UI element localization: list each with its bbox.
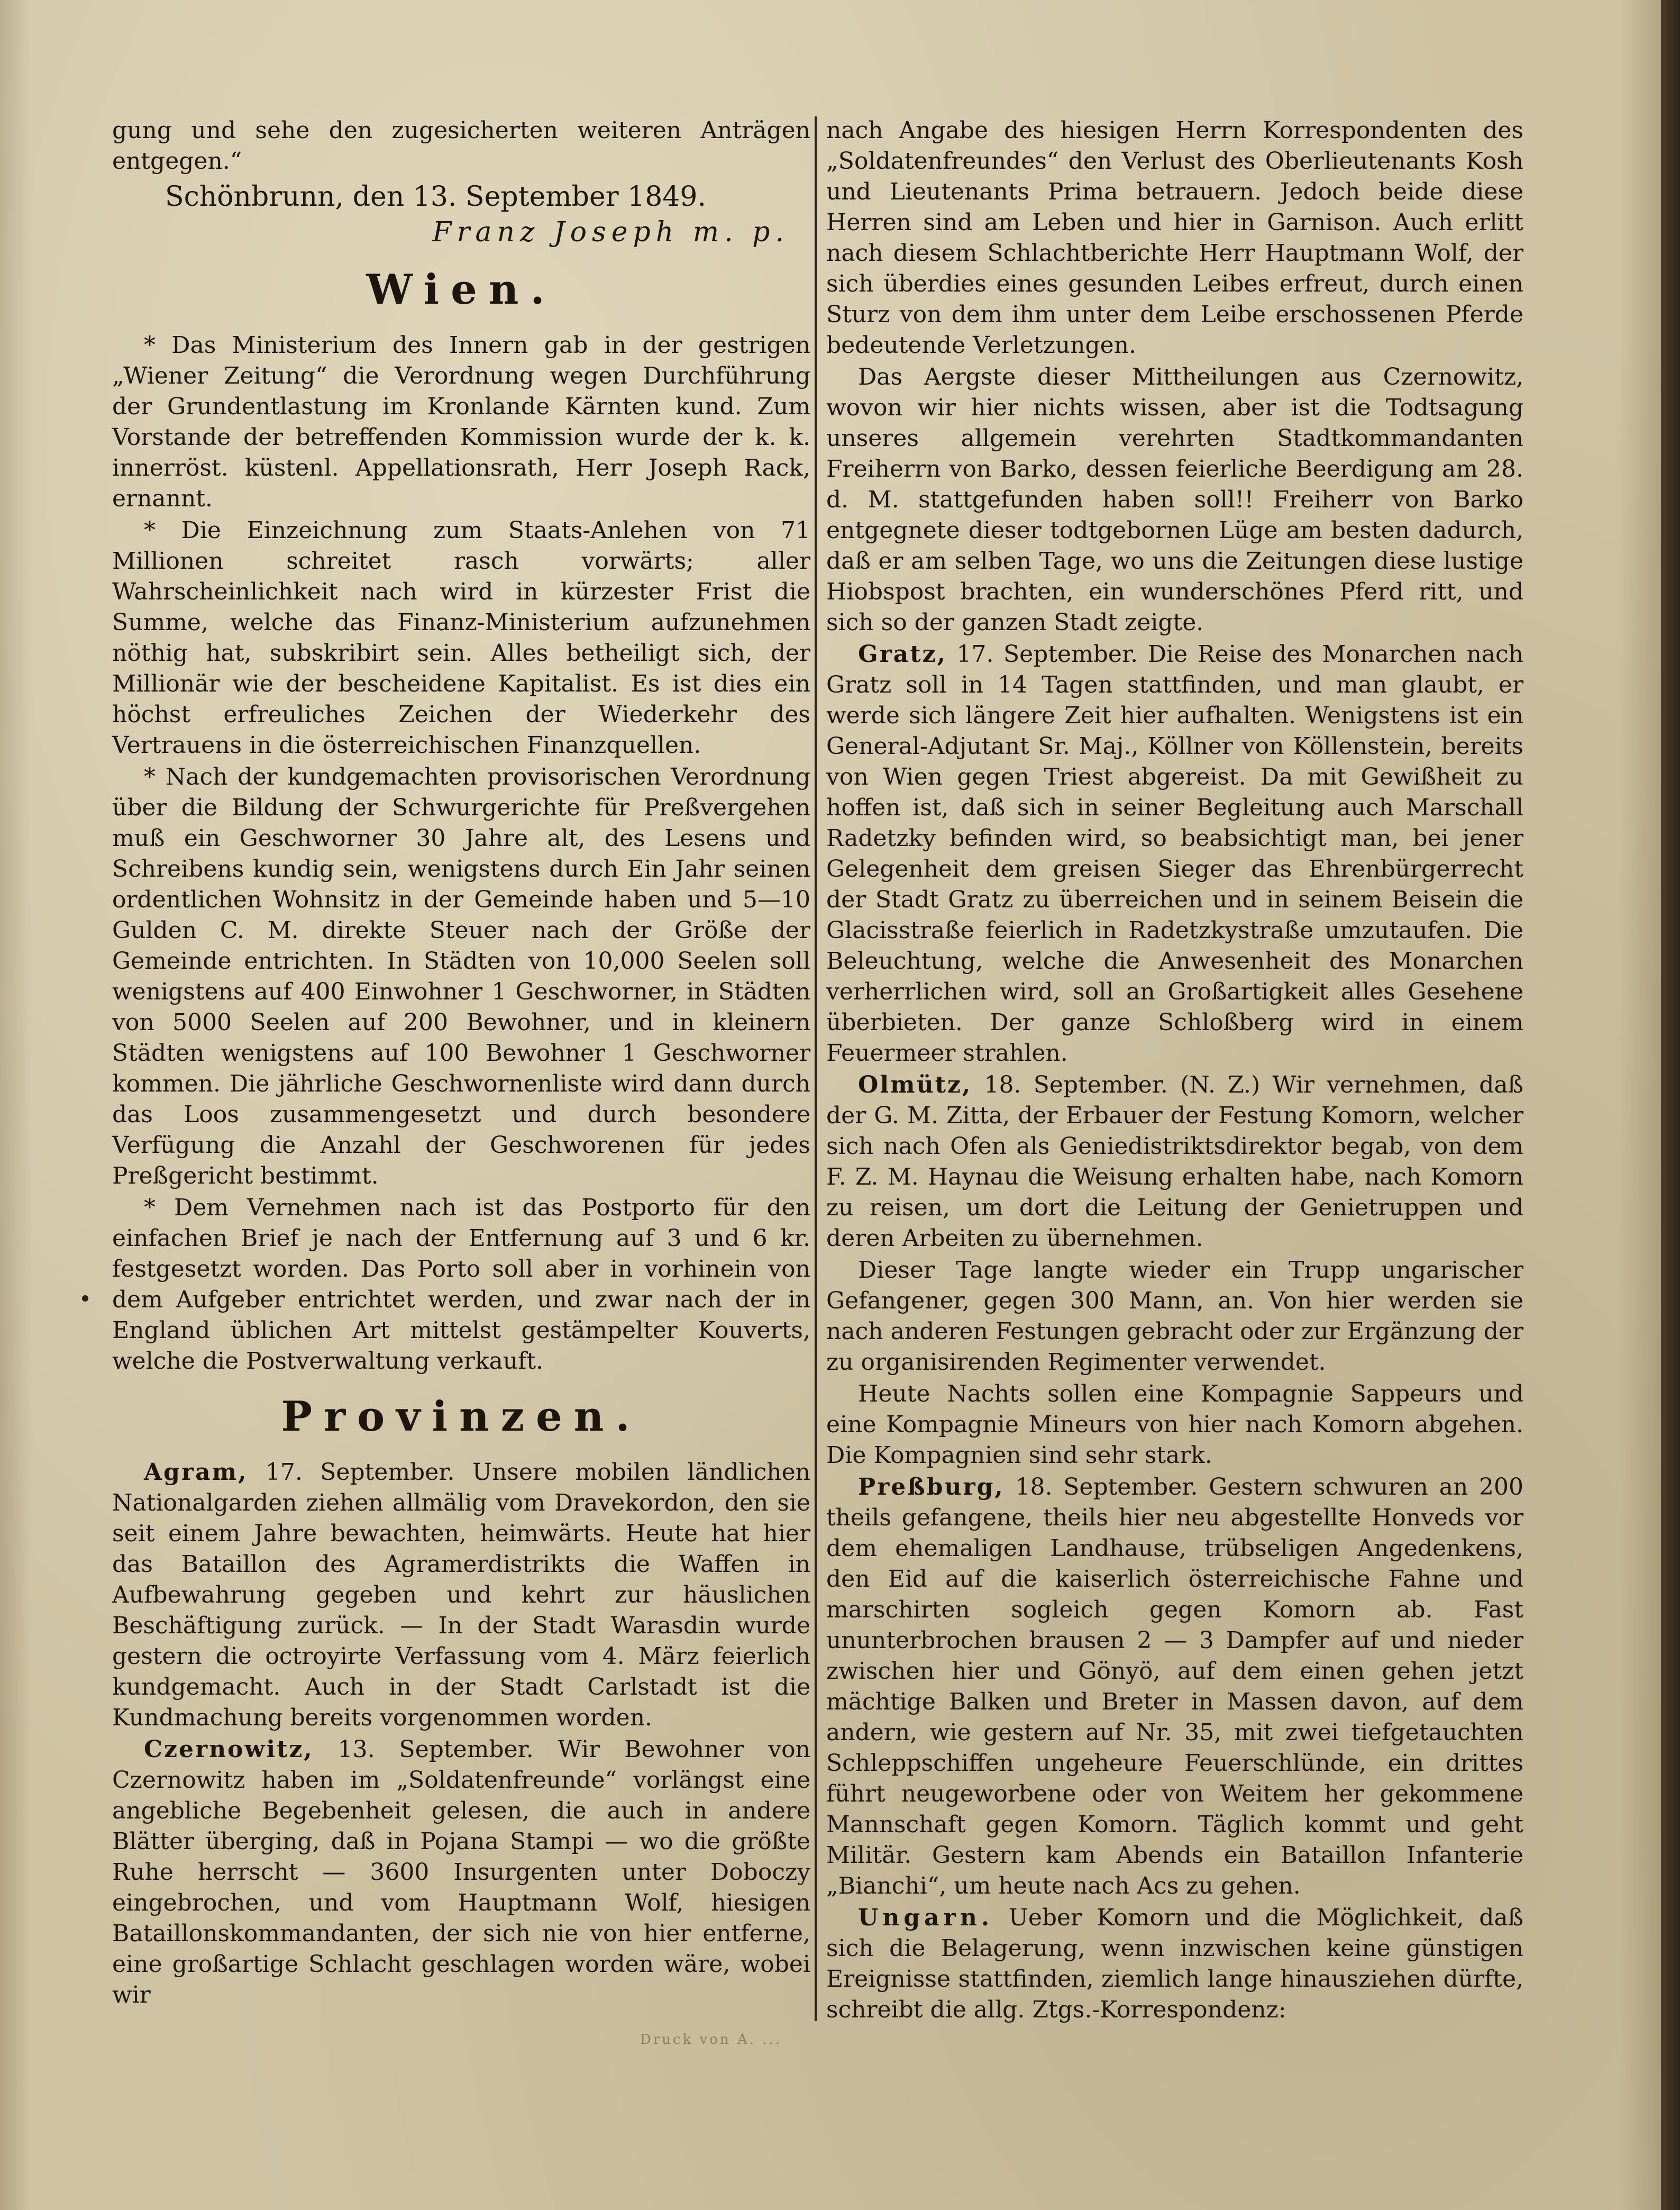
intro-paragraph: gung und sehe den zugesicherten weiteren Anträgen entgegen.“ (112, 117, 810, 175)
signature: Franz Joseph m. p. (432, 216, 789, 248)
czernowitz-second: Das Aergste dieser Mittheilungen aus Czernowitz, wovon wir hier nichts wissen, aber ist die Todtsagung unseres allgemein verehrten Stadtkommandanten Freiherrn von Barko, dessen feierliche Beerdigung am 28. d. M. stattgefunden haben soll!! Freiherr von Barko entgegnete dieser todtgebornen Lüge am besten dadurch, daß er am selben Tage, wo uns die Zeitungen diese lustige Hiobspost brachten, ein wunderschönes Pferd ritt, und sich so der ganzen Stadt zeigte. (826, 363, 1523, 636)
olmuetz-second: Dieser Tage langte wieder ein Trupp ungarischer Gefangener, gegen 300 Mann, an. Von hier werden sie nach anderen Festungen gebracht oder zur Ergänzung der zu organisirenden Regimenter verwendet. (826, 1257, 1523, 1376)
wien-paragraph: * Das Ministerium des Innern gab in der gestrigen „Wiener Zeitung“ die Verordnung wegen Durchführung der Grundentlastung im Kronlande Kärnten kund. Zum Vorstande der betreffenden Kommission wurde der k. k. innerröst. küstenl. Appellationsrath, Herr Joseph Rack, ernannt. (112, 332, 810, 512)
czernowitz-paragraph (112, 1734, 810, 2011)
printer-imprint: Druck von A. ... (640, 2032, 782, 2048)
agram-paragraph (112, 1457, 810, 1733)
place-name: Czernowitz, (144, 1736, 314, 1763)
section-heading-provinzen: Provinzen. (281, 1393, 642, 1441)
dateline: Schönbrunn, den 13. September 1849. (165, 181, 706, 213)
place-name: Agram, (144, 1459, 248, 1486)
olmuetz-third: Heute Nachts sollen eine Kompagnie Sappeurs und eine Kompagnie Mineurs von hier nach Komorn abgehen. Die Kompagnien sind sehr stark. (826, 1380, 1523, 1469)
gratz-paragraph (826, 639, 1523, 1069)
column-rule (815, 116, 817, 2021)
article-text: 13. September. Wir Bewohner von Czernowitz haben im „Soldatenfreunde“ vorlängst eine angebliche Begebenheit gelesen, die auch in andere Blätter überging, daß in Pojana Stampi — wo die größte Ruhe herrscht — 3600 Insurgenten unter Doboczy eingebrochen, und vom Hauptmann Wolf, hiesigen Bataillonskommandanten, der sich nie von hier entferne, eine großartige Schlacht geschlagen worden wäre, wobei wir (112, 1736, 810, 2008)
place-name: Preßburg, (858, 1474, 1005, 1500)
wien-paragraph: * Dem Vernehmen nach ist das Postporto für den einfachen Brief je nach der Entfernung auf 3 und 6 kr. festgesetzt worden. Das Porto soll aber in vorhinein von dem Aufgeber entrichtet werden, und zwar nach der in England üblichen Art mittelst gestämpelter Kouverts, welche die Postverwaltung verkauft. (112, 1194, 810, 1375)
right-column (826, 115, 1523, 2073)
place-name: Ungarn. (858, 1904, 994, 1931)
wien-paragraph: * Die Einzeichnung zum Staats-Anlehen von 71 Millionen schreitet rasch vorwärts; aller Wahrscheinlichkeit nach wird in kürzester Frist die Summe, welche das Finanz-Ministerium aufzunehmen nöthig hat, subskribirt sein. Alles betheiligt sich, der Millionär wie der bescheidene Kapitalist. Es ist dies ein höchst erfreuliches Zeichen der Wiederkehr des Vertrauens in die österreichischen Finanzquellen. (112, 517, 810, 759)
left-column (112, 115, 810, 2073)
section-heading-wien: Wien. (366, 266, 556, 314)
czernowitz-continued: nach Angabe des hiesigen Herrn Korrespondenten des „Soldatenfreundes“ den Verlust des Oberlieutenants Kosh und Lieutenants Prima betrauern. Jedoch beide diese Herren sind am Leben und hier in Garnison. Auch erlitt nach diesem Schlachtberichte Herr Hauptmann Wolf, der sich überdies eines gesunden Leibes erfreut, durch einen Sturz von dem ihm unter dem Leibe erschossenen Pferde bedeutende Verletzungen. (826, 117, 1523, 359)
binding-edge (1661, 0, 1680, 2210)
article-text: 17. September. Die Reise des Monarchen nach Gratz soll in 14 Tagen stattfinden, und man glaubt, er werde sich längere Zeit hier aufhalten. Wenigstens ist ein General-Adjutant Sr. Maj., Köllner von Köllenstein, bereits von Wien gegen Triest abgereist. Da mit Gewißheit zu hoffen ist, daß sich in seiner Begleitung auch Marschall Radetzky befinden wird, so beabsichtigt man, bei jener Gelegenheit dem greisen Sieger das Ehrenbürgerrecht der Stadt Gratz zu überreichen und in seinem Beisein die Glacisstraße feierlich in Radetzkystraße umzutaufen. Die Beleuchtung, welche die Anwesenheit des Monarchen verherrlichen wird, soll an Großartigkeit alles Gesehene überbieten. Der ganze Schloßberg wird in einem Feuermeer strahlen. (826, 641, 1523, 1067)
ungarn-paragraph (826, 1903, 1523, 2025)
pressburg-paragraph (826, 1472, 1523, 1902)
ink-dot (82, 1295, 88, 1302)
wien-paragraph: * Nach der kundgemachten provisorischen Verordnung über die Bildung der Schwurgerichte für Preßvergehen muß ein Geschworner 30 Jahre alt, des Lesens und Schreibens kundig sein, wenigstens durch Ein Jahr seinen ordentlichen Wohnsitz in der Gemeinde haben und 5—10 Gulden C. M. direkte Steuer nach der Größe der Gemeinde entrichten. In Städten von 10,000 Seelen soll wenigstens auf 400 Einwohner 1 Geschworner, in Städten von 5000 Seelen auf 200 Bewohner, und in kleinern Städten wenigstens auf 100 Bewohner 1 Geschworner kommen. Die jährliche Geschwornenliste wird dann durch das Loos zusammengesetzt und durch besondere Verfügung die Anzahl der Geschworenen für jedes Preßgericht bestimmt. (112, 763, 810, 1189)
article-text: Ueber Komorn und die Möglichkeit, daß sich die Belagerung, wenn inzwischen keine günstigen Ereignisse stattfinden, ziemlich lange hinausziehen dürfte, schreibt die allg. Ztgs.-Korrespondenz: (826, 1904, 1523, 2023)
place-name: Gratz, (858, 641, 947, 668)
place-name: Olmütz, (858, 1071, 972, 1098)
article-text: 18. September. Gestern schwuren an 200 theils gefangene, theils hier neu abgestellte Honveds vor dem ehemaligen Landhause, trübseligen Angedenkens, den Eid auf die kaiserlich österreichische Fahne und marschirten sogleich gegen Komorn ab. Fast ununterbrochen brausen 2 — 3 Dampfer auf und nieder zwischen hier und Gönyö, auf dem einen gehen jetzt mächtige Balken und Breter in Massen davon, auf dem andern, wie gestern auf Nr. 35, mit zwei tiefgetauchten Schleppschiffen ungeheure Feuerschlünde, ein drittes führt neugeworbene oder von Weitem her gekommene Mannschaft gegen Komorn. Täglich kommt und geht Militär. Gestern kam Abends ein Bataillon Infanterie „Bianchi“, um heute nach Acs zu gehen. (826, 1474, 1523, 1899)
article-text: 17. September. Unsere mobilen ländlichen Nationalgarden ziehen allmälig vom Dravekordon, den sie seit einem Jahre bewachten, heimwärts. Heute hat hier das Bataillon des Agramerdistrikts die Waffen in Aufbewahrung gegeben und kehrt zur häuslichen Beschäftigung zurück. — In der Stadt Warasdin wurde gestern die octroyirte Verfassung vom 4. März feierlich kundgemacht. Auch in der Stadt Carlstadt ist die Kundmachung bereits vorgenommen worden. (112, 1459, 810, 1731)
article-text: 18. September. (N. Z.) Wir vernehmen, daß der G. M. Zitta, der Erbauer der Festung Komorn, welcher sich nach Ofen als Geniedistriktsdirektor begab, von dem F. Z. M. Haynau die Weisung erhalten habe, nach Komorn zu reisen, um dort die Leitung der Genietruppen und deren Arbeiten zu übernehmen. (826, 1071, 1523, 1252)
olmuetz-paragraph (826, 1070, 1523, 1254)
